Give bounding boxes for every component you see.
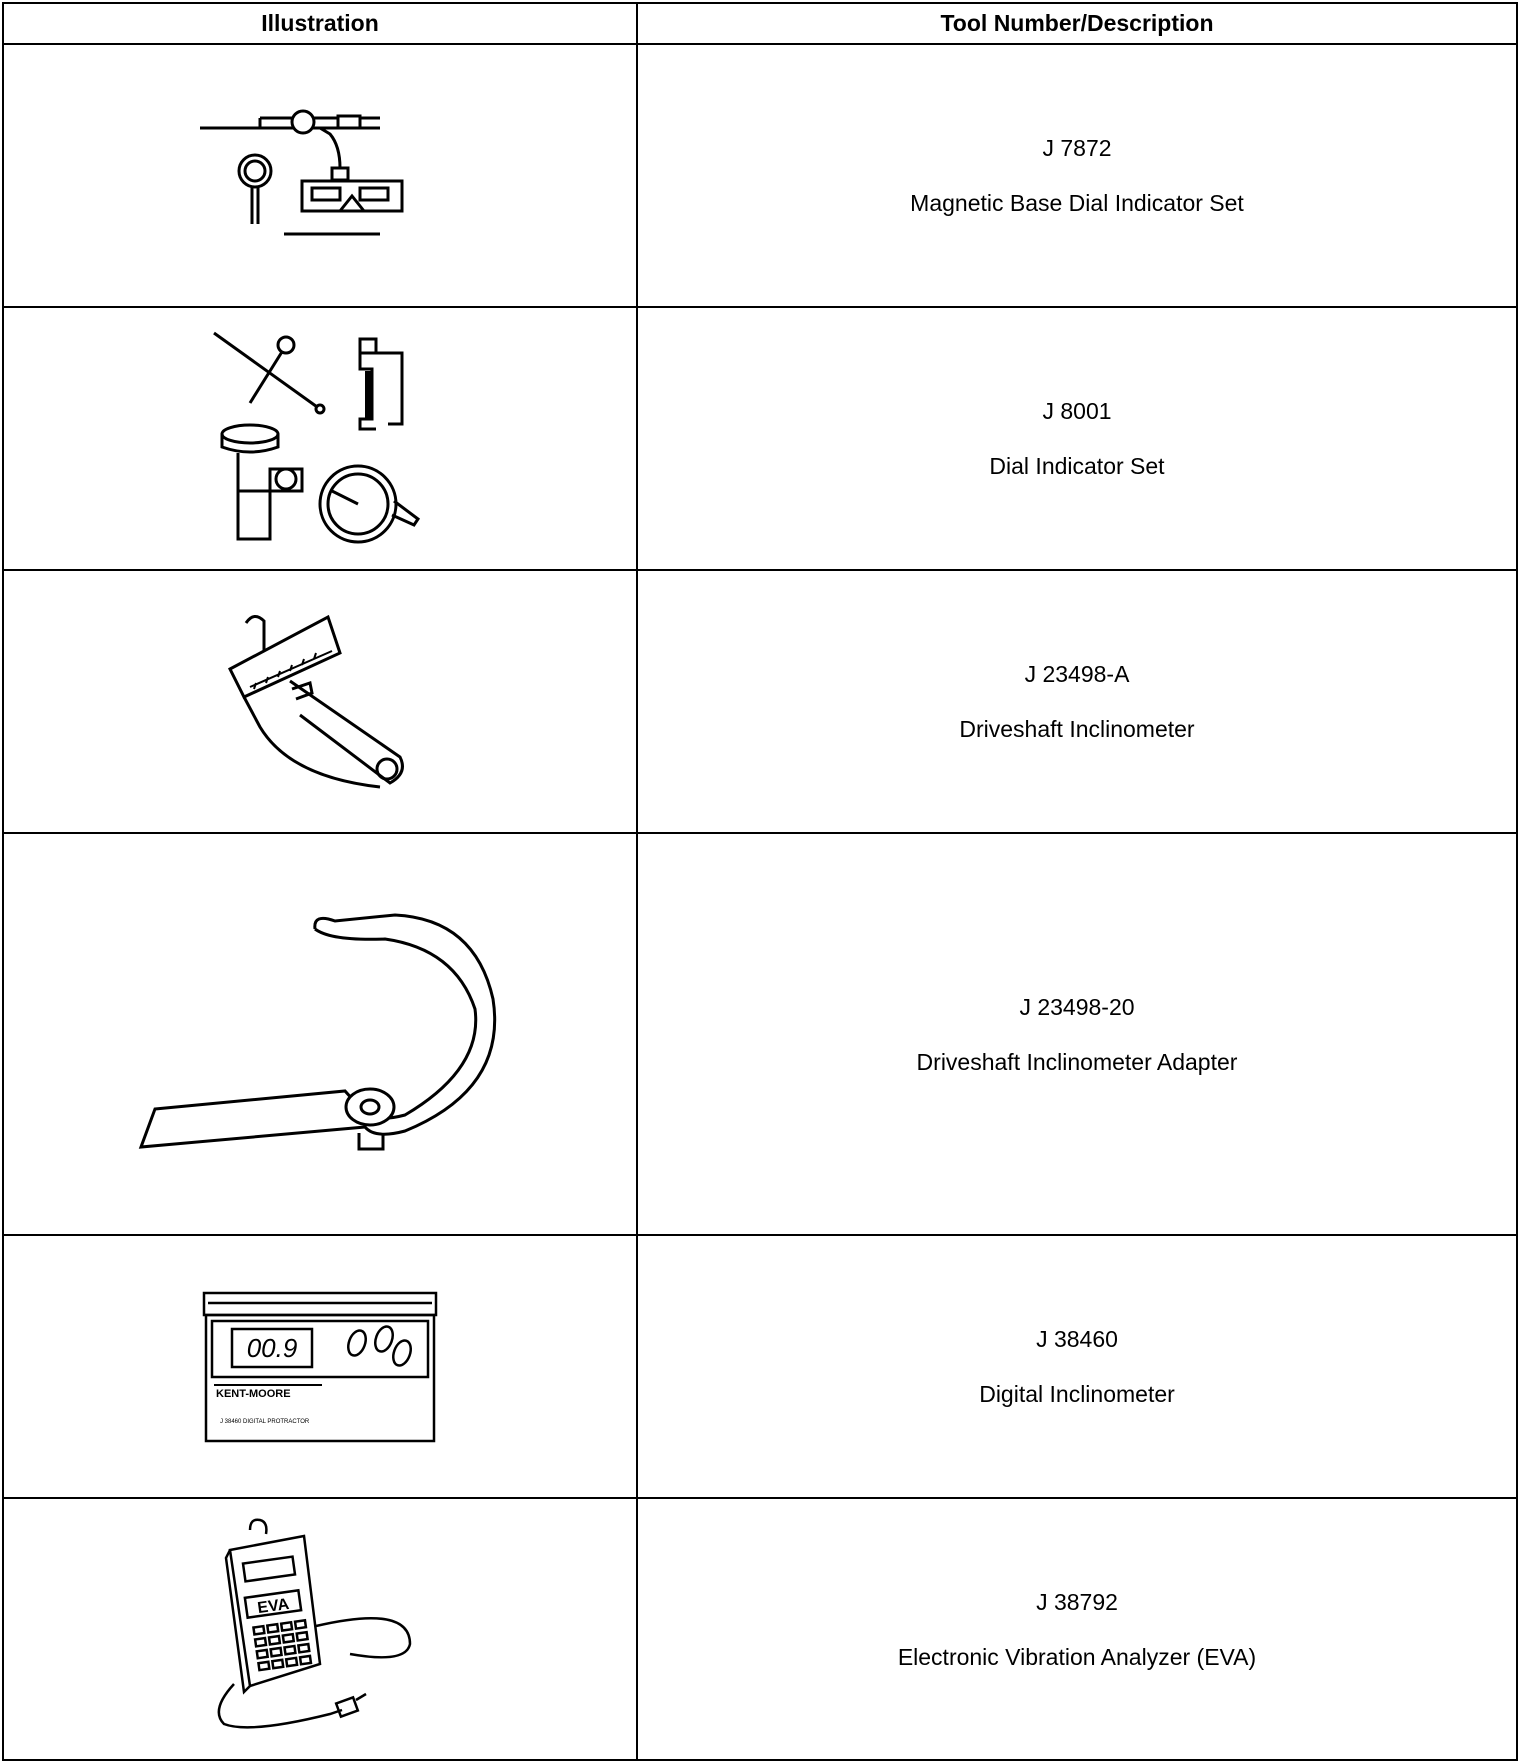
description-cell <box>637 833 1517 1235</box>
description-cell <box>637 307 1517 570</box>
description-cell <box>637 1235 1517 1498</box>
vibration-analyzer-icon <box>210 1514 430 1744</box>
table-row <box>3 307 1517 570</box>
table-row <box>3 833 1517 1235</box>
description-cell <box>637 570 1517 833</box>
illustration-header: Illustration <box>3 3 637 44</box>
tool-number: J 23498-A <box>1024 661 1130 687</box>
tool-header: Tool Number/Description <box>637 3 1517 44</box>
tool-number: J 38460 <box>1036 1326 1118 1352</box>
tool-number: J 38792 <box>1036 1588 1118 1615</box>
inclinometer-adapter-icon <box>135 909 505 1159</box>
tool-description: Electronic Vibration Analyzer (EVA) <box>897 1643 1257 1670</box>
model-label: J 38460 DIGITAL PROTRACTOR <box>220 1418 310 1425</box>
header-row <box>3 3 1517 44</box>
digital-inclinometer-icon <box>200 1287 440 1447</box>
table-row <box>3 44 1517 307</box>
tool-number: J 7872 <box>1042 135 1112 161</box>
table-row <box>3 1498 1517 1760</box>
driveshaft-inclinometer-icon <box>220 597 420 807</box>
illustration-cell <box>3 833 637 1235</box>
illustration-cell <box>3 44 637 307</box>
tool-description: Magnetic Base Dial Indicator Set <box>910 190 1244 216</box>
table-row <box>3 570 1517 833</box>
description-cell <box>637 44 1517 307</box>
tool-number: J 23498-20 <box>1019 993 1135 1020</box>
tool-description: Driveshaft Inclinometer Adapter <box>916 1048 1238 1075</box>
table-row <box>3 1235 1517 1498</box>
tool-description: Dial Indicator Set <box>989 453 1165 479</box>
description-cell <box>637 1498 1517 1760</box>
illustration-cell <box>3 570 637 833</box>
illustration-cell <box>3 307 637 570</box>
illustration-cell <box>3 1498 637 1760</box>
display-readout: 00.9 <box>246 1332 298 1363</box>
tools-table <box>2 2 1518 1761</box>
magnetic-base-dial-indicator-icon <box>200 106 440 246</box>
dial-indicator-set-icon <box>210 329 430 549</box>
eva-logo: EVA <box>256 1595 291 1618</box>
tool-number: J 8001 <box>1042 398 1112 424</box>
tool-description: Digital Inclinometer <box>979 1381 1175 1407</box>
illustration-cell <box>3 1235 637 1498</box>
brand-label: KENT-MOORE <box>216 1387 291 1400</box>
tool-description: Driveshaft Inclinometer <box>959 716 1195 742</box>
